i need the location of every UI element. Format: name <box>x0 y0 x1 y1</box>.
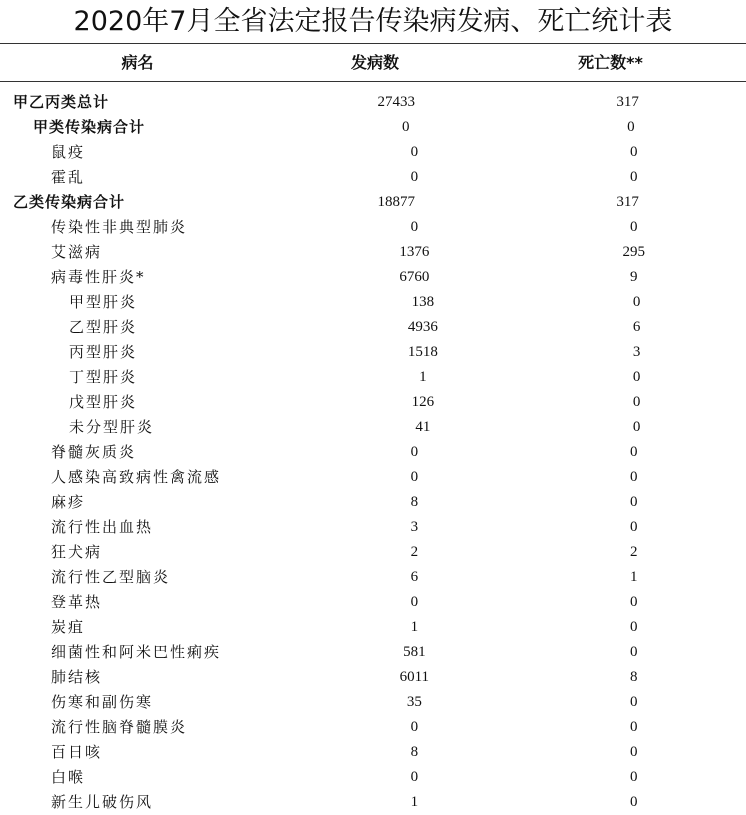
table-row <box>0 390 746 415</box>
disease-name: 流行性出血热 <box>51 518 154 536</box>
case-count: 6 <box>410 569 419 585</box>
death-count: 0 <box>632 369 641 385</box>
page-title: 2020年7月全省法定报告传染病发病、死亡统计表 <box>73 6 673 37</box>
table-row <box>0 765 746 790</box>
table-row <box>0 365 746 390</box>
table-row <box>0 665 746 690</box>
disease-name: 乙型肝炎 <box>69 318 138 336</box>
death-count: 0 <box>630 169 638 185</box>
table-row <box>0 640 746 665</box>
case-count: 2 <box>410 544 419 560</box>
disease-name: 未分型肝炎 <box>69 418 155 436</box>
table-row <box>0 90 746 115</box>
case-count: 0 <box>410 219 419 235</box>
death-count: 0 <box>630 469 638 485</box>
case-count: 1 <box>410 619 419 635</box>
disease-name: 丙型肝炎 <box>69 343 138 361</box>
case-count: 0 <box>410 719 419 735</box>
table-row <box>0 265 746 290</box>
table-row <box>0 540 746 565</box>
case-count: 1 <box>410 794 419 810</box>
table-row <box>0 490 746 515</box>
death-count: 0 <box>627 119 635 135</box>
death-count: 0 <box>630 769 638 785</box>
table-row <box>0 215 746 240</box>
case-count: 581 <box>403 644 426 660</box>
death-count: 0 <box>630 719 638 735</box>
table-row <box>0 515 746 540</box>
table-row <box>0 315 746 340</box>
disease-name: 艾滋病 <box>51 243 103 261</box>
case-count: 1376 <box>399 244 430 260</box>
death-count: 0 <box>630 694 638 710</box>
death-count: 9 <box>630 269 638 285</box>
death-count: 0 <box>630 219 638 235</box>
disease-name: 炭疽 <box>51 618 86 636</box>
case-count: 8 <box>410 744 419 760</box>
case-count: 0 <box>410 144 419 160</box>
case-count: 1518 <box>407 344 438 360</box>
disease-name: 甲乙丙类总计 <box>13 93 110 111</box>
header-deaths: 死亡数** <box>578 53 643 72</box>
case-count: 0 <box>401 119 410 135</box>
table-row <box>0 615 746 640</box>
death-count: 0 <box>632 394 641 410</box>
death-count: 0 <box>632 294 641 310</box>
table-row <box>0 440 746 465</box>
death-count: 0 <box>630 444 638 460</box>
disease-name: 传染性非典型肺炎 <box>51 218 188 236</box>
case-count: 126 <box>411 394 435 410</box>
death-count: 0 <box>630 644 638 660</box>
disease-name: 人感染高致病性禽流感 <box>51 468 222 486</box>
case-count: 138 <box>411 294 435 310</box>
case-count: 27433 <box>377 94 415 110</box>
disease-name: 乙类传染病合计 <box>13 193 126 211</box>
death-count: 317 <box>616 94 639 110</box>
disease-name: 伤寒和副伤寒 <box>51 693 154 711</box>
disease-name: 百日咳 <box>51 743 103 761</box>
case-count: 0 <box>410 169 419 185</box>
death-count: 0 <box>630 144 638 160</box>
death-count: 0 <box>630 619 638 635</box>
case-count: 35 <box>406 694 422 710</box>
disease-name: 流行性脑脊髓膜炎 <box>51 718 188 736</box>
table-row <box>0 165 746 190</box>
disease-name: 甲型肝炎 <box>69 293 138 311</box>
death-count: 2 <box>630 544 638 560</box>
case-count: 8 <box>410 494 419 510</box>
disease-name: 脊髓灰质炎 <box>51 443 137 461</box>
death-count: 0 <box>630 594 638 610</box>
disease-name: 麻疹 <box>51 493 86 511</box>
disease-name: 戊型肝炎 <box>69 393 138 411</box>
table-row <box>0 590 746 615</box>
table-row <box>0 790 746 815</box>
death-count: 0 <box>632 419 641 435</box>
case-count: 0 <box>410 444 419 460</box>
death-count: 3 <box>632 344 641 360</box>
table-row <box>0 340 746 365</box>
disease-name: 登革热 <box>51 593 103 611</box>
disease-name: 肺结核 <box>51 668 103 686</box>
table-header <box>0 44 746 82</box>
table-row <box>0 465 746 490</box>
table-row <box>0 740 746 765</box>
disease-name: 鼠疫 <box>51 143 86 161</box>
case-count: 1 <box>419 369 427 385</box>
disease-name: 细菌性和阿米巴性痢疾 <box>51 643 222 661</box>
disease-name: 狂犬病 <box>51 543 103 561</box>
table-row <box>0 290 746 315</box>
disease-name: 甲类传染病合计 <box>33 118 146 136</box>
table-row <box>0 415 746 440</box>
case-count: 3 <box>410 519 419 535</box>
death-count: 0 <box>630 494 638 510</box>
header-cases: 发病数 <box>350 53 399 72</box>
death-count: 0 <box>630 744 638 760</box>
header-name: 病名 <box>121 53 154 72</box>
case-count: 0 <box>410 594 419 610</box>
table-body <box>0 90 746 815</box>
table-row <box>0 140 746 165</box>
death-count: 1 <box>630 569 638 585</box>
table-row <box>0 565 746 590</box>
disease-name: 流行性乙型脑炎 <box>51 568 171 586</box>
case-count: 41 <box>415 419 431 435</box>
case-count: 6011 <box>399 669 430 685</box>
table-row <box>0 240 746 265</box>
case-count: 0 <box>410 469 419 485</box>
disease-name: 白喉 <box>51 768 86 786</box>
case-count: 6760 <box>399 269 430 285</box>
death-count: 0 <box>630 794 638 810</box>
death-count: 8 <box>630 669 638 685</box>
disease-name: 病毒性肝炎* <box>51 268 146 286</box>
case-count: 0 <box>410 769 419 785</box>
case-count: 18877 <box>377 194 415 210</box>
death-count: 317 <box>616 194 639 210</box>
table-row <box>0 115 746 140</box>
disease-name: 丁型肝炎 <box>69 368 138 386</box>
death-count: 295 <box>622 244 645 260</box>
disease-name: 霍乱 <box>51 168 86 186</box>
death-count: 6 <box>632 319 641 335</box>
table-row <box>0 190 746 215</box>
table-row <box>0 715 746 740</box>
case-count: 4936 <box>407 319 438 335</box>
table-row <box>0 690 746 715</box>
death-count: 0 <box>630 519 638 535</box>
disease-name: 新生儿破伤风 <box>51 793 154 811</box>
